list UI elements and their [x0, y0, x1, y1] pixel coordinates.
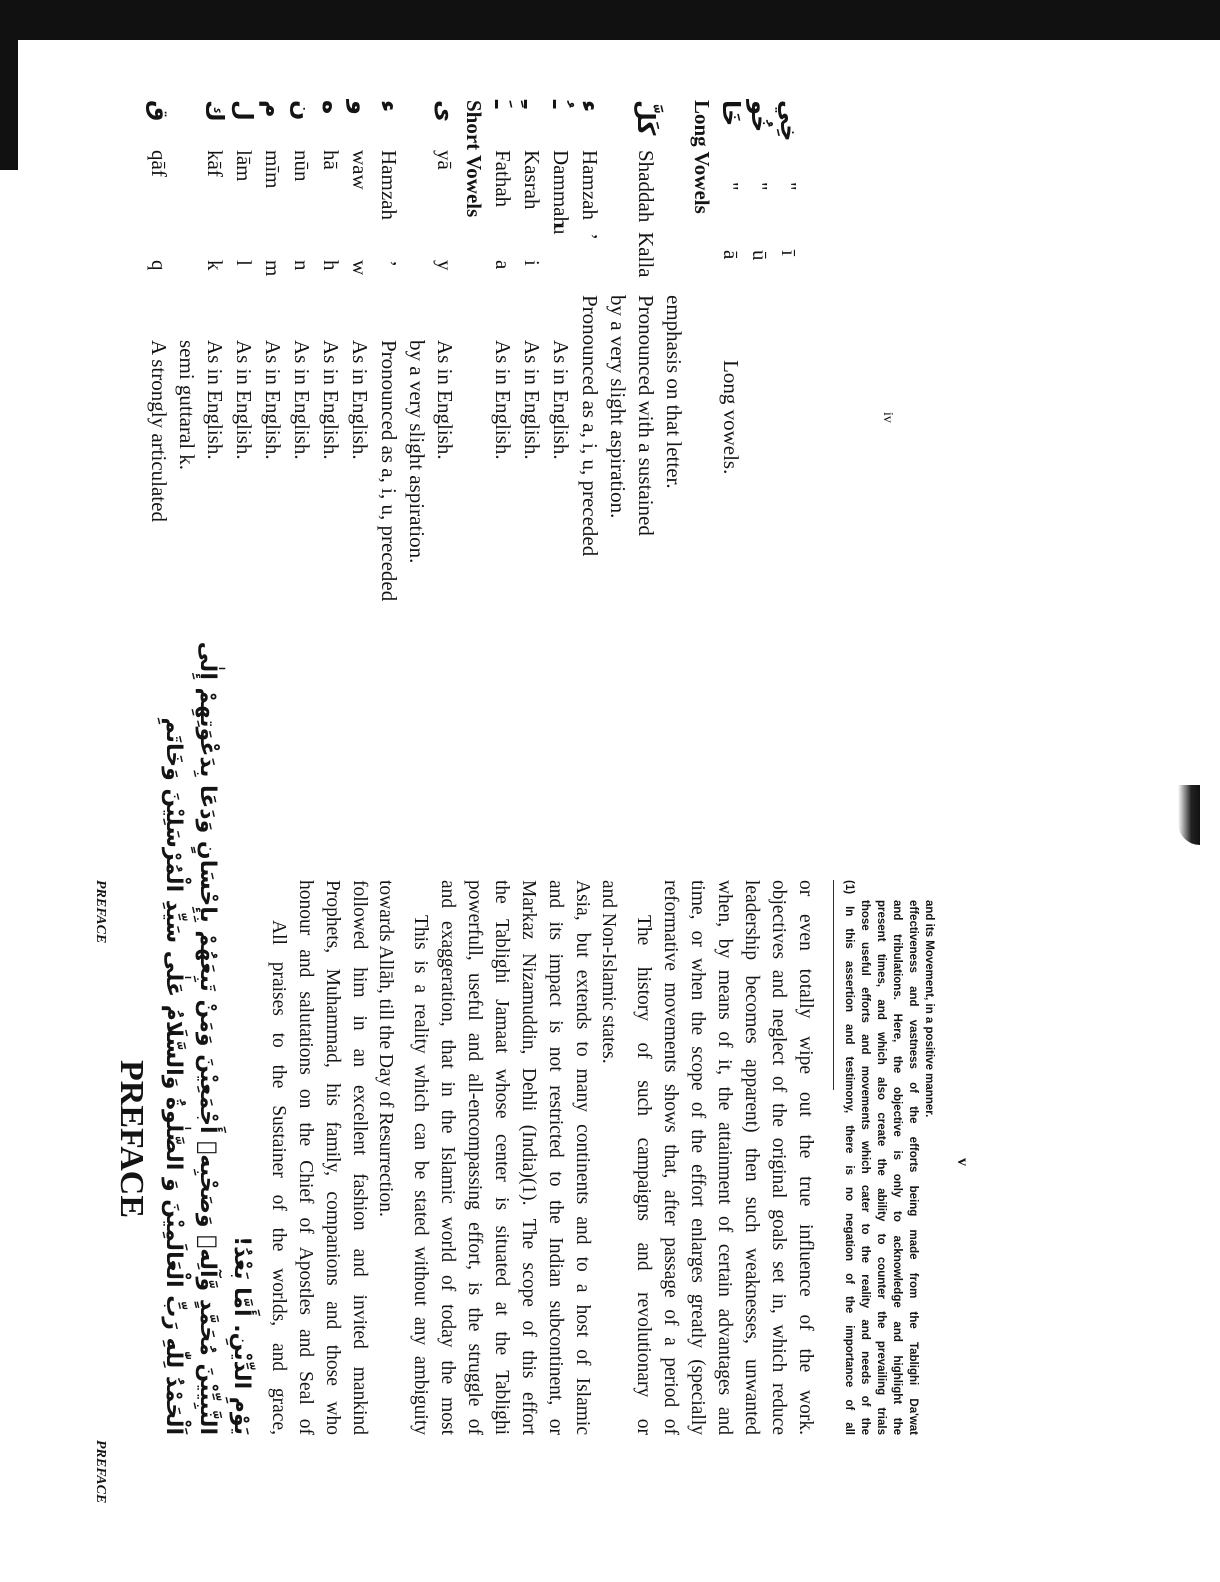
vowel-name: Shaddah [634, 150, 658, 223]
scan-corner-edge [0, 0, 18, 170]
letter-name: nūn [290, 150, 314, 182]
footnote-rule [833, 880, 834, 1090]
letter-symbol: l [232, 260, 256, 266]
ditto-mark: " [748, 182, 772, 191]
arabic-letter: ن [288, 100, 316, 121]
running-head-right: PREFACE [93, 1440, 108, 1504]
letter-symbol: y [433, 260, 457, 271]
letter-description: As in English. [290, 340, 314, 460]
vowel-description: As in English. [549, 340, 573, 460]
vowel-description: Pronounced as a, i, u, preceded [578, 295, 602, 557]
right-page-number: v [954, 1158, 971, 1166]
ditto-mark: " [719, 182, 743, 191]
letter-symbol: ʼ [377, 260, 401, 267]
footnote-line: those useful efforts and movements which cater to the reality and needs of the [859, 900, 871, 1435]
vowel-description: by a very slight aspiration. [606, 295, 630, 519]
letter-description: As in English. [433, 340, 457, 460]
letter-description: Pronounced as a, i, u, preceded [377, 340, 401, 602]
footnote-line: (1) In this assertion and testimony, there is no negation of the importance of all [843, 880, 855, 1435]
arabic-letter: ق [145, 100, 173, 122]
vowel-description: Long vowels. [719, 360, 743, 475]
arabic-letter: ـِ [518, 100, 546, 109]
arabic-letter: ـَ [489, 100, 517, 109]
footnote-line: and tribulations. Here, the objective is only to acknowledge and highlight the [891, 900, 903, 1435]
arabic-letter: ء [576, 100, 604, 113]
arabic-letter: ه [317, 100, 345, 115]
preface-paragraph-line: Prophets, Muhammad, his family, companions and those who [322, 880, 343, 1435]
preface-paragraph-line: the Tablighi Jamaat whose center is situated at the Tablighi [491, 880, 512, 1435]
letter-description: As in English. [319, 340, 343, 460]
letter-name: yā [433, 150, 457, 170]
preface-paragraph-line: All praises to the Sustainer of the worlds, and grace, [268, 920, 289, 1435]
vowel-symbol: u [549, 224, 573, 235]
vowel-symbol: ʼ [578, 233, 602, 240]
vowel-description: As in English. [491, 340, 515, 460]
preface-paragraph-line: towards Allāh, till the Day of Resurrection. [375, 880, 396, 1217]
letter-symbol: q [147, 260, 171, 271]
arabic-letter: ـُ [547, 100, 575, 109]
vowel-name: Hamzah [578, 150, 602, 220]
arabic-invocation-line: اَلْحَمْدُ لِلّٰهِ رَبِّ الْعَالَمِيْنَ وَ الصَّلٰوةُ وَالسَّلَامُ عَلٰى سَيِّدِ الْمُرْسَلِيْنَ وَخَاتَمِ [161, 717, 186, 1435]
footnote-line: and its Movement, in a positive manner. [923, 900, 935, 1118]
letter-description: As in English. [232, 340, 256, 460]
vowel-name: Kasrah [520, 150, 544, 210]
rotated-book-spread [30, 0, 1190, 1504]
letter-symbol: n [290, 260, 314, 271]
arabic-letter: كَلَّ [632, 100, 660, 136]
ditto-mark: " [777, 182, 801, 191]
long-vowels-heading: Long Vowels [690, 100, 714, 214]
letter-symbol: m [261, 260, 285, 277]
arabic-letter: ى [431, 100, 459, 122]
arabic-letter: خِي [775, 100, 803, 142]
preface-paragraph-line: and its impact is not restricted to the Indian subcontinent, or [545, 880, 566, 1435]
arabic-letter: و [346, 100, 374, 115]
vowel-symbol: ā [719, 250, 743, 260]
preface-paragraph-line: This is a reality which can be stated without any ambiguity [410, 915, 431, 1435]
letter-symbol: h [319, 260, 343, 271]
arabic-letter: ك [201, 100, 229, 122]
letter-symbol: k [203, 260, 227, 271]
preface-paragraph-line: time, or when the scope of the effort enlarges greatly (specially [687, 880, 708, 1435]
vowel-description: Pronounced with a sustained [634, 295, 658, 536]
preface-paragraph-line: and Non-Islamic states. [598, 880, 619, 1064]
vowel-name: Dammah [549, 150, 573, 227]
vowel-symbol: ī [777, 250, 801, 256]
preface-paragraph-line: reformative movements shows that, after passage of a period of [660, 880, 681, 1435]
preface-paragraph-line: The history of such campaigns and revolutionary or [633, 915, 654, 1435]
preface-paragraph-line: and exaggeration, that in the Islamic world of today the most [437, 880, 458, 1435]
letter-name: hā [319, 150, 343, 170]
footnote-line: effectiveness and vastness of the efforts being made from the Tablighi Da'wat [907, 900, 919, 1435]
letter-description: As in English. [203, 340, 227, 460]
letter-name: Hamzah [377, 150, 401, 220]
vowel-symbol: a [491, 260, 515, 270]
vowel-description: As in English. [520, 340, 544, 460]
letter-name: mīm [261, 150, 285, 189]
running-head-left: PREFACE [93, 880, 108, 944]
preface-paragraph-line: when, by means of it, the attainment of certain advantages and [714, 880, 735, 1435]
letter-name: qāf [147, 150, 171, 177]
preface-paragraph-line: or even totally wipe out the true influence of the work. [795, 880, 816, 1435]
arabic-letter: ء [375, 100, 403, 113]
arabic-letter: ل [230, 100, 258, 121]
arabic-letter: خُو [746, 100, 774, 133]
letter-name: kāf [203, 150, 227, 177]
vowel-symbol: ū [748, 250, 772, 261]
letter-description: A strongly articulated [147, 340, 171, 522]
vowel-description: emphasis on that letter. [662, 295, 686, 489]
preface-paragraph-line: Markaz Nizamuddin, Dehli (India)(1). The scope of this effort [518, 880, 539, 1435]
vowel-symbol: i [520, 260, 544, 266]
arabic-letter: م [259, 100, 287, 118]
footnote-line: present times, and which also create the ability to counter the prevailing trials [875, 900, 887, 1435]
letter-description: As in English. [348, 340, 372, 460]
letter-description: semi guttaral k. [175, 340, 199, 471]
left-page-number: iv [880, 412, 895, 423]
arabic-letter: خَا [717, 100, 745, 127]
preface-paragraph-line: leadership becomes apparent) then such weaknesses, unwanted [741, 880, 762, 1435]
vowel-name: Fathah [491, 150, 515, 208]
letter-description: As in English. [261, 340, 285, 460]
arabic-invocation-line: يَوْمِ الدِّيْنِ. أَمَّا بَعْدُ! [229, 1236, 254, 1435]
vowel-symbol: Kalla [634, 232, 658, 278]
preface-paragraph-line: objectives and neglect of the original goals set in, which reduce [768, 880, 789, 1435]
preface-paragraph-line: honour and salutations on the Chief of Apostles and Seal of [295, 880, 316, 1435]
short-vowels-heading: Short Vowels [462, 100, 486, 218]
letter-symbol: w [348, 260, 372, 276]
letter-description: by a very slight aspiration. [405, 340, 429, 564]
preface-paragraph-line: followed him in an excellent fashion and invited mankind [349, 880, 370, 1435]
letter-name: lām [232, 150, 256, 182]
preface-paragraph-line: Asia, but extends to many continents and to a host of Islamic [572, 880, 593, 1435]
arabic-invocation-line: النَّبِيِّيْنَ مُحَمَّدٍ وَّآلِهٖ وَصَحْبِهٖ أَجْمَعِيْنَ وَمَنْ تَبِعَهُمْ بِإِحْسَانٍ وَدَعَا بِدَعْوَتِهِمْ إِلٰى [195, 641, 220, 1435]
letter-name: waw [348, 150, 372, 190]
preface-title: PREFACE [113, 1060, 150, 1219]
preface-paragraph-line: powerfull, useful and all-encompassing effort, is the struggle of [464, 880, 485, 1435]
